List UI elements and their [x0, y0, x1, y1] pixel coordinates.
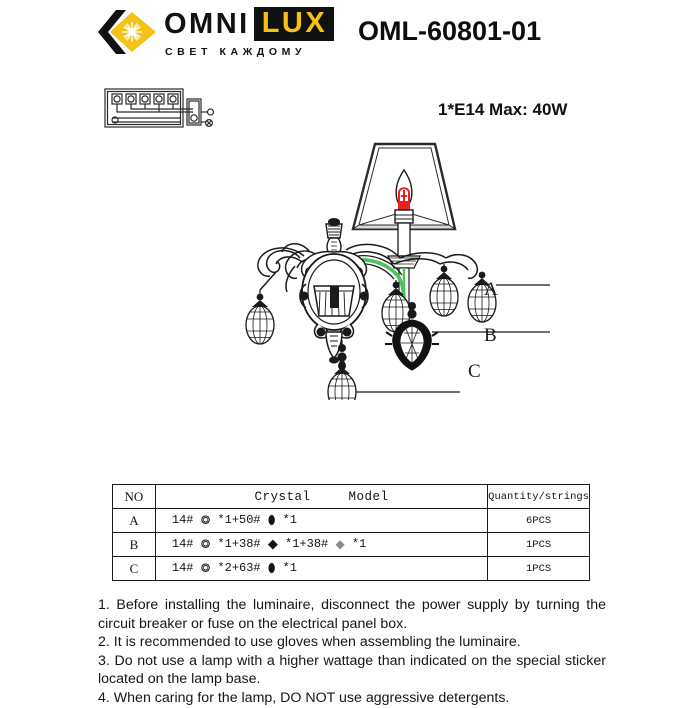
crystal-shape-icon: ⭗ — [200, 537, 211, 551]
brand-logo — [96, 6, 336, 64]
instruction-item: 4. When caring for the lamp, DO NOT use aggressive detergents. — [98, 689, 510, 706]
table-cell-model — [155, 557, 487, 581]
table-header-model-crystal: Crystal — [254, 489, 311, 504]
brand-wordmark — [164, 8, 334, 40]
table-cell-model — [155, 533, 487, 557]
brand-name-omni: OMNI — [164, 7, 250, 40]
model-text: *2+63# — [210, 561, 268, 575]
terminal-block-wiring-diagram-icon — [103, 86, 216, 132]
crystal-shape-icon: ⬮ — [267, 513, 276, 527]
backplate — [300, 218, 369, 364]
table-header-quantity: Quantity/strings — [488, 485, 590, 509]
crystal-shape-icon: ◆ — [267, 537, 278, 552]
instruction-item: 1. Before installing the luminaire, disconnect the power supply by turning the circuit breaker or fuse on the electrical panel box. — [98, 597, 606, 632]
table-row — [113, 557, 590, 581]
crystal-shape-icon: ⬮ — [267, 561, 276, 575]
crystal-shape-icon: ⭗ — [200, 561, 211, 575]
table-cell-model — [155, 509, 487, 533]
model-text: *1+38# — [277, 537, 336, 551]
page-header — [0, 0, 700, 78]
brand-name-lux: LUX — [254, 7, 335, 41]
table-row — [113, 533, 590, 557]
omnilux-sunburst-diamond-logo — [96, 8, 158, 56]
model-text: *1 — [344, 537, 367, 551]
table-header-model — [155, 485, 487, 509]
table-cell-quantity: 1PCS — [488, 533, 590, 557]
table-header-row — [113, 485, 590, 509]
crystal-model-table — [112, 484, 590, 581]
table-cell-no: C — [113, 557, 156, 581]
model-text: 14# — [171, 561, 201, 575]
product-code: OML-60801-01 — [358, 16, 542, 46]
table-cell-quantity: 6PCS — [488, 509, 590, 533]
callout-label-b: B — [484, 325, 497, 346]
instruction-item: 2. It is recommended to use gloves when assembling the luminaire. — [98, 634, 521, 651]
wall-sconce-lamp-illustration — [150, 140, 550, 400]
crystal-shape-icon: ⭗ — [200, 513, 211, 527]
model-text: *1+38# — [210, 537, 268, 551]
model-text: 14# — [171, 537, 201, 551]
table-cell-no: B — [113, 533, 156, 557]
table-body — [113, 509, 590, 581]
table-row — [113, 509, 590, 533]
crystal-pendant-far-left — [246, 290, 274, 344]
safety-instructions — [98, 596, 606, 708]
model-text: *1 — [275, 561, 297, 575]
table-cell-quantity: 1PCS — [488, 557, 590, 581]
wattage-specification: 1*E14 Max: 40W — [438, 100, 568, 119]
model-text: 14# — [171, 513, 201, 527]
crystal-shape-icon: ◆ — [335, 537, 345, 551]
model-text: *1 — [275, 513, 297, 527]
table-cell-no: A — [113, 509, 156, 533]
callout-label-c: C — [468, 361, 481, 382]
table-header-no: NO — [113, 485, 156, 509]
brand-tagline: СВЕТ КАЖДОМУ — [165, 46, 307, 58]
instruction-item: 3. Do not use a lamp with a higher wattage than indicated on the special sticker located on the lamp base. — [98, 652, 606, 688]
callout-label-a: A — [484, 279, 498, 300]
model-text: *1+50# — [210, 513, 268, 527]
table-header-model-model: Model — [348, 489, 389, 504]
crystal-pendant-mid — [430, 264, 458, 316]
